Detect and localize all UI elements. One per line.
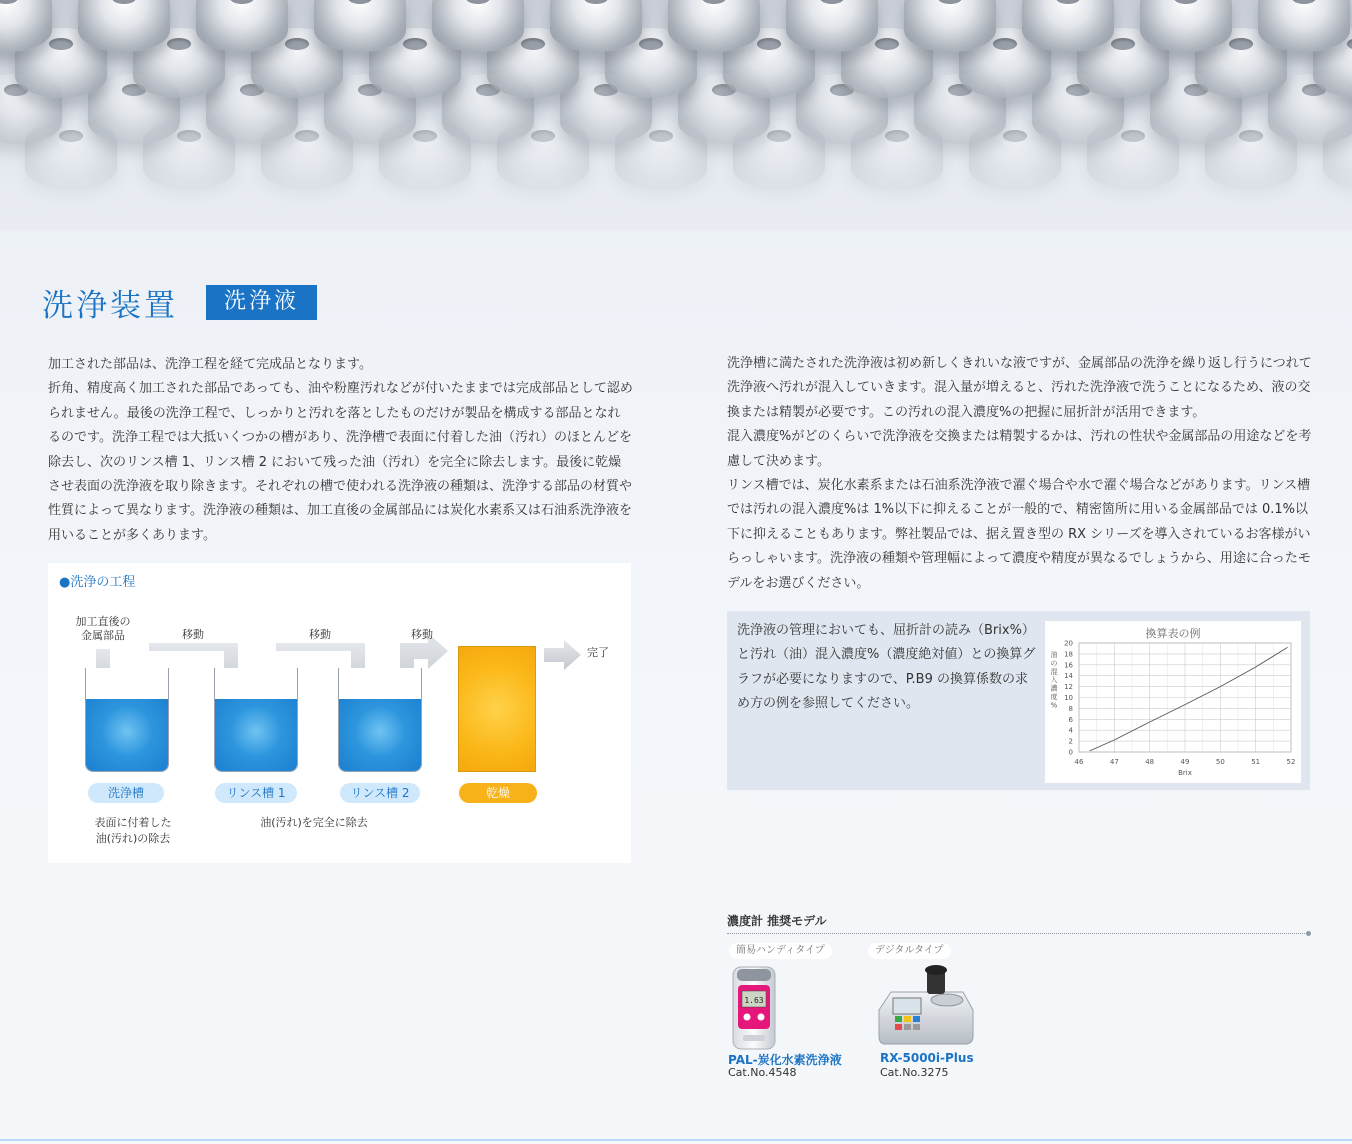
intro-paragraph: 加工された部品は、洗浄工程を経て完成品となります。	[48, 357, 372, 372]
stage-label-wash: 洗浄槽	[88, 783, 164, 803]
move-label: 移動	[411, 628, 433, 641]
banner-cap	[786, 0, 878, 52]
pal-refractometer-image	[727, 963, 783, 1051]
y-tick-label: 20	[1064, 639, 1073, 648]
x-tick-label: 49	[1180, 758, 1190, 766]
banner-cap	[904, 0, 996, 52]
done-label: 完了	[587, 646, 609, 659]
banner-cap	[432, 0, 524, 52]
x-tick-label: 52	[1286, 758, 1296, 766]
stage-label-dry: 乾燥	[459, 783, 537, 803]
tank-water	[215, 699, 297, 771]
x-tick-label: 50	[1215, 758, 1225, 766]
conversion-info-text: 洗浄液の管理においても、屈折計の読み（Brix%）と汚れ（油）混入濃度%（濃度絶対値）との換算グラフが必要になりますので、P.B9 の換算係数の求め方の例を参照してください。	[737, 623, 1036, 712]
banner-cap	[78, 0, 170, 52]
intro-paragraph: 折角、精度高く加工された部品であっても、油や粉塵汚れなどが付いたままでは完成部品として認められません。最後の洗浄工程で、しっかりと汚れを落としたものだけが製品を構成する部品となれるのです。洗浄工程では大抵いくつかの槽があり、洗浄槽で表面に付着した油（汚れ）のほとんどを除去し、次のリンス槽 1、リンス槽 2 において残った油（汚れ）を完全に除去します。最後に乾燥させ表面の洗浄液を取り除きます。それぞれの槽で使われる洗浄液の種類は、洗浄する部品の材質や性質によって異なります。洗浄液の種類は、加工直後の金属部品には炭化水素系又は石油系洗浄液を用いることが多くあります。	[48, 381, 633, 543]
wash-note: 表面に付着した 油(汚れ)の除去	[94, 816, 172, 845]
dryer-unit	[458, 646, 536, 772]
page-title: 洗浄装置	[42, 288, 178, 324]
rx-refractometer-image	[875, 962, 975, 1048]
rinse-tank-2	[338, 668, 422, 772]
y-axis-label-char: 油	[1050, 651, 1058, 659]
x-tick-label: 48	[1145, 758, 1155, 766]
tank-water	[86, 699, 168, 771]
banner-cap	[1140, 0, 1232, 52]
y-tick-label: 6	[1068, 715, 1073, 724]
management-paragraph: リンス槽では、炭化水素系または石油系洗浄液で濯ぐ場合や水で濯ぐ場合などがあります。リンス槽では汚れの混入濃度%は 1%以下に抑えることが一般的で、精密箇所に用いる金属部品では 0.1%以下に抑えることもあります。弊社製品では、据え置き型の RX シリーズを導入されているお客様がいらっしゃいます。洗浄液の種類や管理幅によって濃度や精度が異なるでしょうから、用途に合ったモデルをお選びください。	[727, 478, 1311, 591]
y-axis-label-char: 濃	[1050, 684, 1058, 693]
right-arrow-icon	[544, 640, 581, 670]
product-type-tag: 簡易ハンディタイプ	[729, 943, 832, 959]
banner-cap	[1022, 0, 1114, 52]
conversion-chart	[1045, 621, 1301, 783]
header-photo-banner	[0, 0, 1352, 230]
y-tick-label: 18	[1064, 650, 1073, 659]
banner-fade	[0, 120, 1352, 230]
x-tick-label: 47	[1109, 758, 1119, 766]
y-tick-label: 14	[1064, 672, 1073, 681]
cleaning-process-diagram	[48, 563, 631, 863]
conversion-line	[1090, 647, 1288, 751]
y-tick-label: 4	[1068, 726, 1073, 735]
y-tick-label: 8	[1068, 704, 1073, 713]
y-tick-label: 12	[1064, 683, 1073, 692]
stage-label-rinse-2: リンス槽 2	[340, 783, 420, 803]
y-tick-label: 10	[1064, 694, 1073, 702]
y-axis-label-char: 混	[1050, 667, 1058, 676]
intro-text	[48, 353, 633, 548]
management-paragraph: 混入濃度%がどのくらいで洗浄液を交換または精製するかは、汚れの性状や金属部品の用途などを考慮して決めます。	[727, 429, 1312, 469]
y-axis-label-char: の	[1050, 659, 1058, 668]
pal-screen-readout: 1.63	[744, 996, 764, 1005]
x-tick-label: 51	[1251, 758, 1261, 766]
management-paragraph: 洗浄槽に満たされた洗浄液は初め新しくきれいな液ですが、金属部品の洗浄を繰り返し行うにつれて洗浄液へ汚れが混入していきます。混入量が増えると、汚れた洗浄液で洗うことになるため、液の交換または精製が必要です。この汚れの混入濃度%の把握に屈折計が活用できます。	[727, 356, 1312, 420]
management-text	[727, 352, 1312, 596]
product-type-tag: デジタルタイプ	[868, 943, 951, 959]
y-tick-label: 0	[1068, 748, 1073, 757]
footer-rule	[0, 1139, 1352, 1141]
conversion-info-box	[727, 611, 1310, 790]
recommended-divider	[727, 933, 1309, 934]
product-name[interactable]: RX-5000i-Plus	[880, 1051, 974, 1065]
rinse-note: 油(汚れ)を完全に除去	[260, 816, 368, 829]
y-tick-label: 16	[1064, 661, 1073, 670]
recommended-heading: 濃度計 推奨モデル	[727, 914, 827, 928]
y-tick-label: 2	[1068, 737, 1073, 746]
product-catalog-number: Cat.No.4548	[728, 1066, 797, 1079]
wash-tank	[85, 668, 169, 772]
product-name[interactable]: PAL-炭化水素洗浄液	[728, 1053, 842, 1067]
banner-cap	[550, 0, 642, 52]
stage-label-rinse-1: リンス槽 1	[215, 783, 297, 803]
banner-cap	[314, 0, 406, 52]
move-label: 移動	[182, 628, 204, 641]
process-heading: ●洗浄の工程	[59, 575, 136, 590]
move-label: 移動	[309, 628, 331, 641]
conversion-chart-svg	[1045, 621, 1301, 783]
banner-cap	[668, 0, 760, 52]
product-catalog-number: Cat.No.3275	[880, 1066, 949, 1079]
page-title-row	[42, 280, 317, 325]
input-label: 加工直後の 金属部品	[75, 615, 131, 642]
banner-cap	[1258, 0, 1350, 52]
rinse-tank-1	[214, 668, 298, 772]
banner-cap	[196, 0, 288, 52]
y-axis-label-char: 入	[1050, 676, 1058, 685]
x-axis-label: Brix	[1178, 769, 1192, 777]
chart-title: 換算表の例	[1145, 627, 1201, 640]
x-tick-label: 46	[1074, 758, 1084, 766]
title-badge: 洗浄液	[206, 285, 317, 320]
y-axis-label-char: %	[1050, 701, 1058, 710]
tank-water	[339, 699, 421, 771]
y-axis-label-char: 度	[1050, 693, 1058, 701]
